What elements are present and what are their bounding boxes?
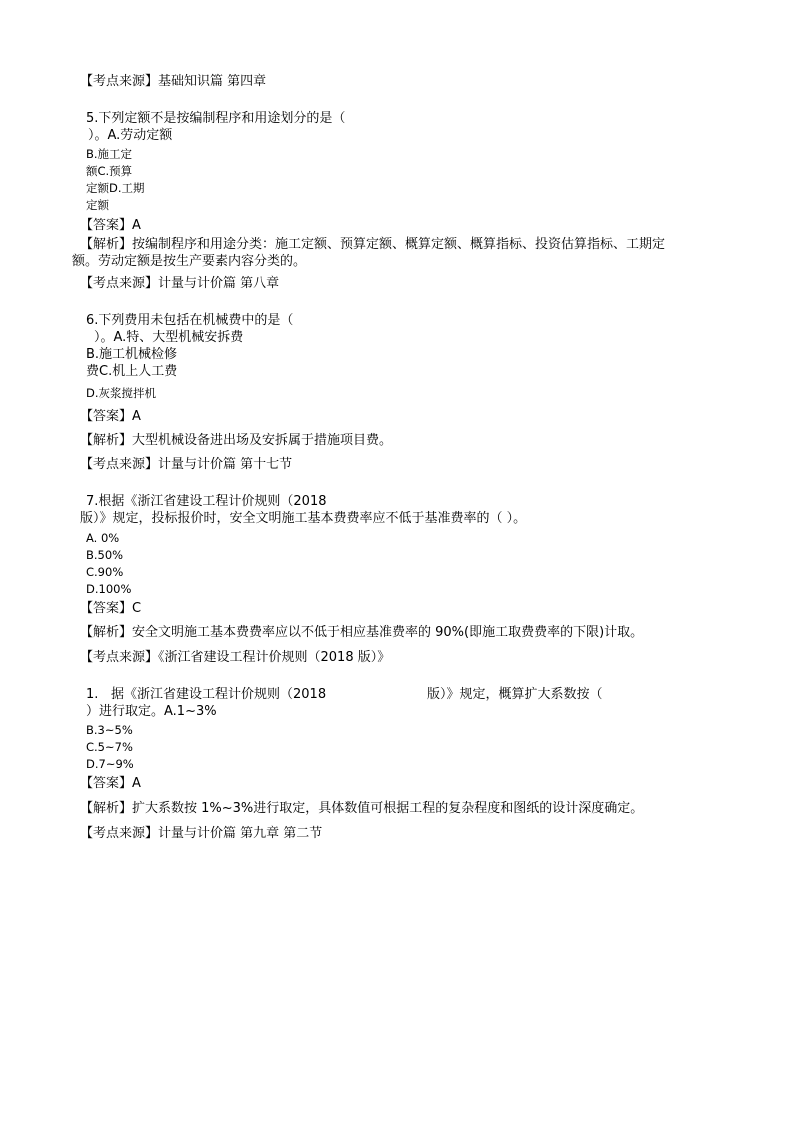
option-line: 费C.机上人工费	[86, 364, 178, 379]
analysis-line: 【解析】按编制程序和用途分类：施工定额、预算定额、概算定额、概算指标、投资估算指标、工期定	[80, 237, 666, 252]
analysis-line: 【解析】扩大系数按 1%~3%进行取定，具体数值可根据工程的复杂程度和图纸的设计深度确定。	[80, 801, 644, 816]
option-a: A. 0%	[86, 531, 120, 545]
analysis-line: 【解析】安全文明施工基本费费率应以不低于相应基准费率的 90%(即施工取费费率的下限)计取。	[80, 625, 644, 640]
question-stem-cont: ）。A.劳动定额	[88, 128, 173, 143]
option-line: 定额	[86, 198, 109, 212]
question-stem: 6.下列费用未包括在机械费中的是（	[86, 313, 294, 328]
question-stem-tail: 版）》规定，概算扩大系数按（	[427, 687, 603, 702]
analysis-line: 【解析】大型机械设备进出场及安拆属于措施项目费。	[80, 433, 393, 448]
question-stem-cont: ）进行取定。A.1~3%	[86, 704, 217, 719]
option-line: 定额D.工期	[86, 181, 145, 195]
source-line: 【考点来源】计量与计价篇 第九章 第二节	[80, 826, 323, 841]
question-number: 1.	[86, 687, 99, 702]
answer-line: 【答案】A	[80, 776, 141, 791]
question-stem: 据《浙江省建设工程计价规则（2018	[111, 687, 327, 702]
option-b: B.3~5%	[86, 723, 133, 737]
source-line: 【考点来源】《浙江省建设工程计价规则（2018 版）》	[80, 650, 391, 665]
analysis-line-cont: 额。劳动定额是按生产要素内容分类的。	[72, 254, 307, 269]
source-line: 【考点来源】计量与计价篇 第八章	[80, 276, 280, 291]
answer-line: 【答案】A	[80, 409, 141, 424]
option-line: 额C.预算	[86, 164, 133, 178]
option-b: B.50%	[86, 548, 124, 562]
option-d: D.7~9%	[86, 757, 134, 771]
source-line: 【考点来源】基础知识篇 第四章	[80, 74, 267, 89]
question-stem: 7.根据《浙江省建设工程计价规则（2018	[86, 494, 327, 509]
question-stem: 5.下列定额不是按编制程序和用途划分的是（	[86, 111, 346, 126]
answer-line: 【答案】C	[80, 601, 142, 616]
option-line: B.施工定	[86, 147, 133, 161]
option-d: D.100%	[86, 582, 132, 596]
question-stem-cont: 版）》规定，投标报价时，安全文明施工基本费费率应不低于基准费率的（ ）。	[80, 511, 527, 526]
question-stem-cont: ）。A.特、大型机械安拆费	[94, 330, 244, 345]
option-line: B.施工机械检修	[86, 347, 178, 362]
option-c: C.90%	[86, 565, 124, 579]
option-line: D.灰浆搅拌机	[86, 386, 157, 400]
source-line: 【考点来源】计量与计价篇 第十七节	[80, 457, 293, 472]
option-c: C.5~7%	[86, 740, 133, 754]
answer-line: 【答案】A	[80, 218, 141, 233]
